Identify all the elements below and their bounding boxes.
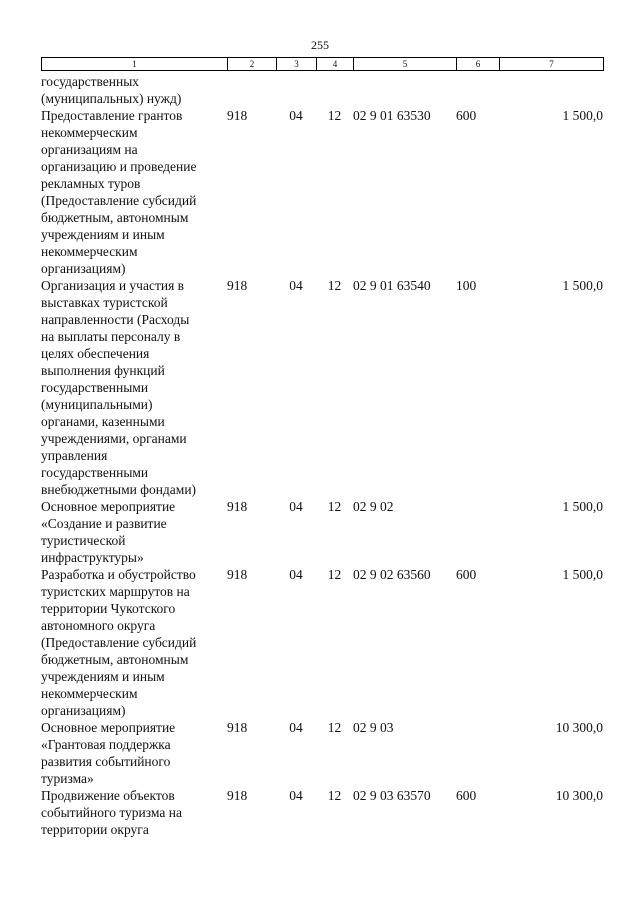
table-row xyxy=(41,566,603,719)
row-name-line: государственными xyxy=(41,380,149,395)
row-admin-code: 918 xyxy=(227,499,248,514)
row-name-line: событийного туризма на xyxy=(41,805,182,820)
row-subsection xyxy=(316,73,353,107)
row-subsection: 12 xyxy=(327,720,342,735)
table-row xyxy=(41,719,603,787)
row-name-line: туристских маршрутов на xyxy=(41,584,190,599)
row-target-article: 02 9 02 xyxy=(353,499,394,514)
row-amount: 1 500,0 xyxy=(562,567,603,582)
row-target-article: 02 9 02 63560 xyxy=(353,567,431,582)
header-col-3: 3 xyxy=(277,58,317,71)
row-name-line: выставках туристской xyxy=(41,295,168,310)
row-name-line: управления xyxy=(41,448,108,463)
row-subsection: 12 xyxy=(327,278,342,293)
row-amount: 1 500,0 xyxy=(562,499,603,514)
row-name-line: учреждениям и иным xyxy=(41,669,165,684)
row-name-line: государствeнными xyxy=(41,465,149,480)
row-name-line: некоммерческим xyxy=(41,686,138,701)
row-expense-type: 600 xyxy=(456,567,477,582)
row-amount: 1 500,0 xyxy=(562,278,603,293)
header-row xyxy=(42,58,604,71)
header-col-1: 1 xyxy=(42,58,228,71)
row-name-line: территории Чукотского xyxy=(41,601,176,616)
table-row xyxy=(41,498,603,566)
row-section: 04 xyxy=(289,720,303,735)
row-admin-code: 918 xyxy=(227,788,248,803)
row-name-line: (Предоставление субсидий xyxy=(41,193,197,208)
row-subsection: 12 xyxy=(327,108,342,123)
row-name xyxy=(41,566,227,719)
row-expense-type xyxy=(456,498,499,566)
row-name-line: некоммерческим xyxy=(41,244,138,259)
header-col-6: 6 xyxy=(457,58,500,71)
row-name-line: автономного округа xyxy=(41,618,156,633)
row-name-line: внебюджетными фондами) xyxy=(41,482,197,497)
row-expense-type: 600 xyxy=(456,788,477,803)
budget-table xyxy=(41,73,603,838)
row-amount xyxy=(499,73,603,107)
row-expense-type: 600 xyxy=(456,108,477,123)
row-name-line: Предоставление грантов xyxy=(41,108,183,123)
row-name-line: «Создание и развитие xyxy=(41,516,167,531)
table-row xyxy=(41,107,603,277)
row-name-line: организациям на xyxy=(41,142,138,157)
row-name-line: органами, казенными xyxy=(41,414,165,429)
row-section xyxy=(276,73,316,107)
row-target-article: 02 9 03 63570 xyxy=(353,788,431,803)
row-name-line: организациям) xyxy=(41,261,126,276)
row-admin-code: 918 xyxy=(227,108,248,123)
row-section: 04 xyxy=(289,108,303,123)
row-name-line: (муниципальными) xyxy=(41,397,153,412)
table-row xyxy=(41,277,603,498)
row-name-line: организацию и проведение xyxy=(41,159,197,174)
row-name-line: учреждениям и иным xyxy=(41,227,165,242)
row-name-line: бюджетным, автономным xyxy=(41,210,189,225)
row-amount: 1 500,0 xyxy=(562,108,603,123)
row-name xyxy=(41,787,227,838)
header-col-5: 5 xyxy=(354,58,457,71)
row-name-line: организациям) xyxy=(41,703,126,718)
row-name-line: Разработка и обустройство xyxy=(41,567,196,582)
row-name-line: выполнения функций xyxy=(41,363,165,378)
row-subsection: 12 xyxy=(327,499,342,514)
row-name-line: целях обеспечения xyxy=(41,346,150,361)
row-name-line: (муниципальных) нужд) xyxy=(41,91,182,106)
column-number-header xyxy=(41,57,604,71)
row-target-article: 02 9 03 xyxy=(353,720,394,735)
row-name xyxy=(41,277,227,498)
row-name xyxy=(41,73,227,107)
row-section: 04 xyxy=(289,278,303,293)
table-row xyxy=(41,787,603,838)
row-amount: 10 300,0 xyxy=(555,788,603,803)
row-admin-code xyxy=(227,73,276,107)
row-name-line: государственных xyxy=(41,74,140,89)
header-col-2: 2 xyxy=(228,58,277,71)
row-amount: 10 300,0 xyxy=(555,720,603,735)
row-target-article: 02 9 01 63530 xyxy=(353,108,431,123)
row-name-line: на выплаты персоналу в xyxy=(41,329,181,344)
row-name-line: направленности (Расходы xyxy=(41,312,190,327)
row-name-line: Основное мероприятие xyxy=(41,499,176,514)
row-name-line: территории округа xyxy=(41,822,149,837)
row-name-line: учреждениями, органами xyxy=(41,431,187,446)
row-admin-code: 918 xyxy=(227,567,248,582)
header-col-7: 7 xyxy=(500,58,604,71)
row-name-line: Организация и участия в xyxy=(41,278,185,293)
row-name-line: Продвижение объектов xyxy=(41,788,175,803)
row-name xyxy=(41,498,227,566)
row-target-article: 02 9 01 63540 xyxy=(353,278,431,293)
row-target-article xyxy=(353,73,456,107)
row-section: 04 xyxy=(289,788,303,803)
row-name xyxy=(41,107,227,277)
row-name-line: Основное мероприятие xyxy=(41,720,176,735)
row-expense-type xyxy=(456,719,499,787)
row-section: 04 xyxy=(289,567,303,582)
row-subsection: 12 xyxy=(327,788,342,803)
row-name-line: рекламных туров xyxy=(41,176,141,191)
page-number: 255 xyxy=(311,38,329,52)
row-name-line: туристической xyxy=(41,533,126,548)
row-subsection: 12 xyxy=(327,567,342,582)
row-name xyxy=(41,719,227,787)
row-expense-type xyxy=(456,73,499,107)
row-name-line: бюджетным, автономным xyxy=(41,652,189,667)
row-name-line: некоммерческим xyxy=(41,125,138,140)
row-admin-code: 918 xyxy=(227,278,248,293)
row-expense-type: 100 xyxy=(456,278,477,293)
row-name-line: туризма» xyxy=(41,771,94,786)
header-col-4: 4 xyxy=(317,58,354,71)
table-row xyxy=(41,73,603,107)
row-admin-code: 918 xyxy=(227,720,248,735)
row-name-line: развития событийного xyxy=(41,754,171,769)
row-name-line: (Предоставление субсидий xyxy=(41,635,197,650)
row-name-line: инфраструктуры» xyxy=(41,550,144,565)
row-name-line: «Грантовая поддержка xyxy=(41,737,171,752)
row-section: 04 xyxy=(289,499,303,514)
